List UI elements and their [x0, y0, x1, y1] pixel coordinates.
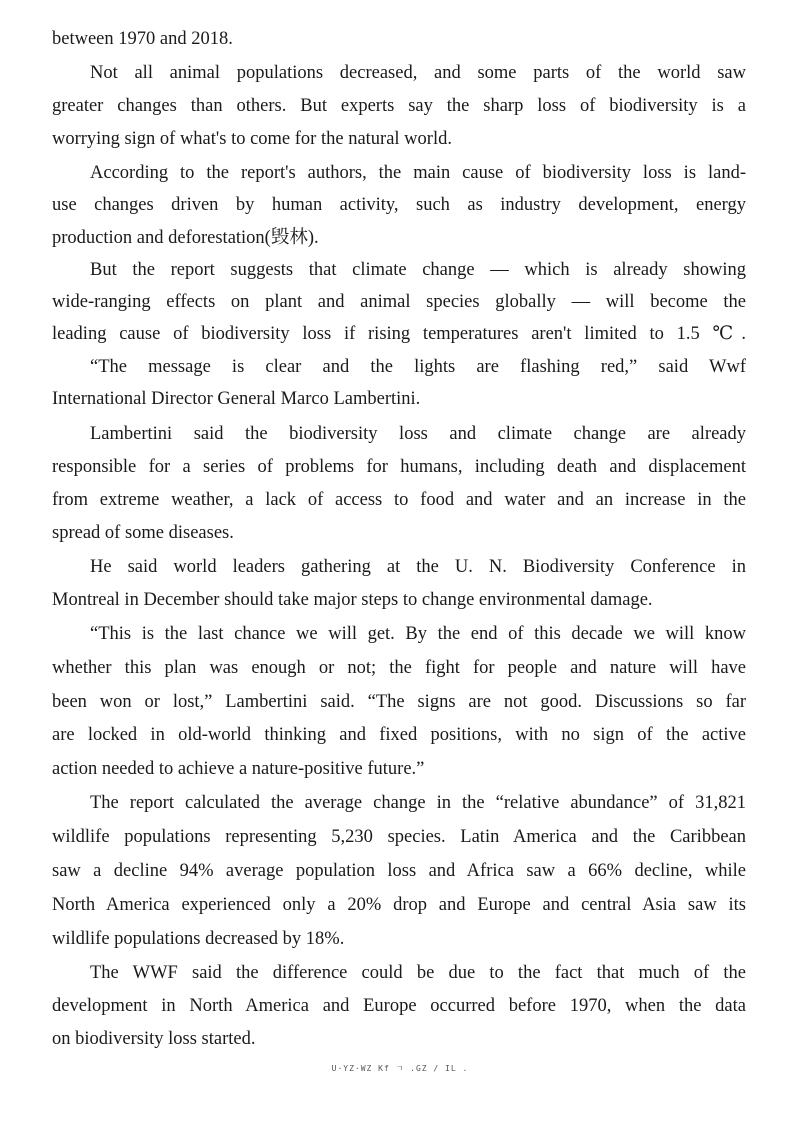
- text-line: are locked in old-world thinking and fixed positions, with no sign of the active: [52, 725, 746, 745]
- text-line: North America experienced only a 20% drop and Europe and central Asia saw its: [52, 895, 746, 915]
- text-line: International Director General Marco Lambertini.: [52, 389, 421, 409]
- text-line: between 1970 and 2018.: [52, 29, 233, 49]
- text-line: use changes driven by human activity, such as industry development, energy: [52, 195, 746, 215]
- text-line: spread of some diseases.: [52, 523, 234, 543]
- text-line: on biodiversity loss started.: [52, 1029, 256, 1049]
- text-line: He said world leaders gathering at the U. N. Biodiversity Conference in: [90, 557, 746, 577]
- text-line: Lambertini said the biodiversity loss and climate change are already: [90, 424, 746, 444]
- text-line: action needed to achieve a nature-positive future.”: [52, 759, 425, 779]
- text-line: Montreal in December should take major steps to change environmental damage.: [52, 590, 653, 610]
- page-footer: U·YZ·WZ Kf ㄱ .GZ / IL .: [331, 1064, 469, 1073]
- text-line: wide-ranging effects on plant and animal species globally — will become the: [52, 292, 746, 312]
- text-line: The report calculated the average change in the “relative abundance” of 31,821: [90, 793, 746, 813]
- text-line: wildlife populations representing 5,230 species. Latin America and the Caribbean: [52, 827, 746, 847]
- text-line: responsible for a series of problems for humans, including death and displacement: [52, 457, 746, 477]
- text-line: According to the report's authors, the main cause of biodiversity loss is land-: [90, 163, 746, 183]
- text-line: wildlife populations decreased by 18%.: [52, 929, 345, 949]
- text-line: worrying sign of what's to come for the natural world.: [52, 129, 452, 149]
- text-line: production and deforestation(毁林).: [52, 228, 319, 248]
- text-line: Not all animal populations decreased, and some parts of the world saw: [90, 63, 746, 83]
- text-line: “The message is clear and the lights are flashing red,” said Wwf: [90, 357, 746, 377]
- text-line: greater changes than others. But experts say the sharp loss of biodiversity is a: [52, 96, 746, 116]
- text-line: from extreme weather, a lack of access to food and water and an increase in the: [52, 490, 746, 510]
- text-line: whether this plan was enough or not; the fight for people and nature will have: [52, 658, 746, 678]
- text-line: The WWF said the difference could be due to the fact that much of the: [90, 963, 746, 983]
- text-line: been won or lost,” Lambertini said. “The signs are not good. Discussions so far: [52, 692, 746, 712]
- text-line: leading cause of biodiversity loss if rising temperatures aren't limited to 1.5 ℃.: [52, 324, 746, 344]
- text-line: “This is the last chance we will get. By the end of this decade we will know: [90, 624, 746, 644]
- text-line: development in North America and Europe occurred before 1970, when the data: [52, 996, 746, 1016]
- text-line: saw a decline 94% average population loss and Africa saw a 66% decline, while: [52, 861, 746, 881]
- text-line: But the report suggests that climate change — which is already showing: [90, 260, 746, 280]
